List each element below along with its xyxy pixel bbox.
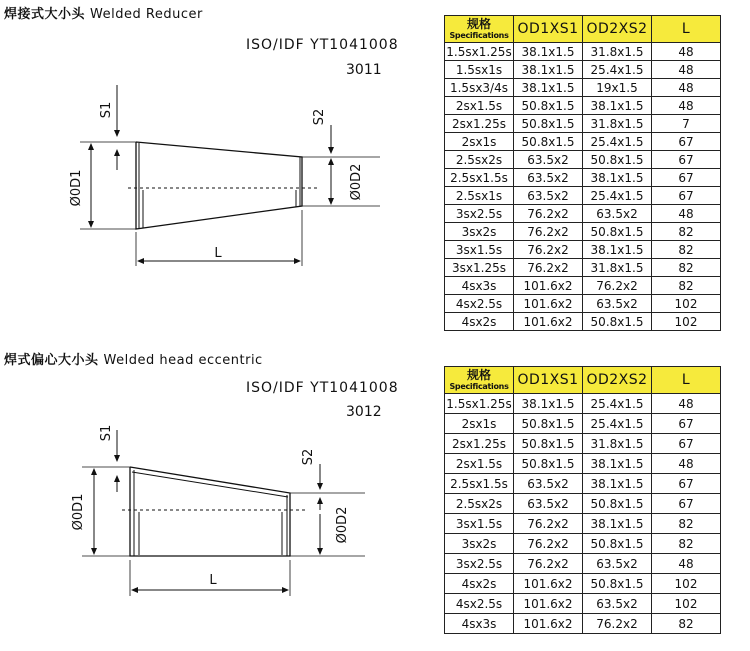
table-cell: 19x1.5	[583, 79, 652, 97]
table-cell: 48	[652, 454, 721, 474]
section1-code: 3011	[346, 62, 382, 78]
table-cell: 38.1x1.5	[514, 61, 583, 79]
table-cell: 50.8x1.5	[583, 313, 652, 331]
table-row	[445, 554, 721, 574]
table-cell: 67	[652, 474, 721, 494]
table-cell: 4sx2.5s	[445, 295, 514, 313]
section2-header-spec-cn: 规格	[466, 367, 491, 382]
table-row	[445, 277, 721, 295]
table-cell: 76.2x2	[514, 534, 583, 554]
table-row	[445, 97, 721, 115]
table-cell: 63.5x2	[514, 187, 583, 205]
table-row	[445, 474, 721, 494]
section1-label-s2: S2	[312, 108, 327, 126]
table-cell: 67	[652, 414, 721, 434]
table-cell: 50.8x1.5	[514, 414, 583, 434]
table-cell: 102	[652, 313, 721, 331]
table-cell: 2.5sx2s	[445, 494, 514, 514]
table-row	[445, 43, 721, 61]
table-cell: 2sx1s	[445, 133, 514, 151]
section1-header-l: L	[652, 16, 721, 43]
table-cell: 76.2x2	[514, 223, 583, 241]
table-cell: 3sx2s	[445, 223, 514, 241]
table-cell: 31.8x1.5	[583, 43, 652, 61]
table-cell: 2.5sx1.5s	[445, 474, 514, 494]
table-cell: 4sx3s	[445, 614, 514, 634]
table-row	[445, 169, 721, 187]
table-cell: 38.1x1.5	[583, 169, 652, 187]
table-cell: 67	[652, 187, 721, 205]
table-cell: 2sx1.5s	[445, 454, 514, 474]
table-cell: 63.5x2	[583, 594, 652, 614]
table-cell: 82	[652, 277, 721, 295]
section1-label-od1: Ø0D1	[69, 169, 84, 207]
section1-label-l: L	[214, 246, 222, 261]
table-cell: 50.8x1.5	[514, 115, 583, 133]
section2-header-od1xs1: OD1XS1	[514, 367, 583, 394]
table-cell: 76.2x2	[514, 259, 583, 277]
table-cell: 50.8x1.5	[583, 494, 652, 514]
table-cell: 4sx2.5s	[445, 594, 514, 614]
table-cell: 2sx1s	[445, 414, 514, 434]
table-cell: 63.5x2	[514, 151, 583, 169]
section2-header-l: L	[652, 367, 721, 394]
section2-table	[444, 366, 721, 634]
table-cell: 1.5sx1.25s	[445, 394, 514, 414]
table-row	[445, 434, 721, 454]
table-row	[445, 614, 721, 634]
table-cell: 1.5sx1.25s	[446, 44, 512, 59]
table-cell: 38.1x1.5	[583, 97, 652, 115]
section2-label-s1: S1	[99, 424, 114, 442]
table-cell: 7	[652, 115, 721, 133]
table-cell: 76.2x2	[514, 514, 583, 534]
section2-standard: ISO/IDF YT1041008	[246, 380, 399, 396]
table-cell: 38.1x1.5	[583, 454, 652, 474]
table-cell: 4sx2s	[445, 313, 514, 331]
table-cell: 67	[652, 151, 721, 169]
section1-table	[444, 15, 721, 331]
table-cell: 50.8x1.5	[514, 454, 583, 474]
table-cell: 63.5x2	[514, 494, 583, 514]
table-cell: 48	[652, 205, 721, 223]
table-cell: 2.5sx1.5s	[445, 169, 514, 187]
table-row	[445, 79, 721, 97]
table-cell: 102	[652, 295, 721, 313]
table-cell: 63.5x2	[514, 474, 583, 494]
table-cell: 25.4x1.5	[583, 133, 652, 151]
table-cell: 101.6x2	[514, 313, 583, 331]
table-row	[445, 414, 721, 434]
section2-header-spec-en: Specifications	[449, 381, 509, 391]
table-row	[445, 259, 721, 277]
table-cell: 38.1x1.5	[514, 43, 583, 61]
table-cell: 48	[652, 79, 721, 97]
table-cell: 102	[652, 574, 721, 594]
table-cell: 82	[652, 241, 721, 259]
table-cell: 25.4x1.5	[583, 61, 652, 79]
table-cell: 1.5sx3/4s	[445, 79, 514, 97]
table-cell: 25.4x1.5	[583, 414, 652, 434]
section1-label-od2: Ø0D2	[349, 163, 364, 201]
table-cell: 38.1x1.5	[514, 394, 583, 414]
table-cell: 101.6x2	[514, 574, 583, 594]
table-cell: 38.1x1.5	[583, 514, 652, 534]
section1-header-spec-en: Specifications	[449, 30, 509, 40]
section2-label-od2: Ø0D2	[335, 506, 350, 544]
table-cell: 3sx1.5s	[445, 241, 514, 259]
table-cell: 3sx1.25s	[445, 259, 514, 277]
table-cell: 50.8x1.5	[514, 133, 583, 151]
section2-table-body	[445, 394, 721, 634]
table-row	[445, 534, 721, 554]
table-cell: 31.8x1.5	[583, 434, 652, 454]
section2-label-s2: S2	[301, 448, 316, 466]
table-cell: 48	[652, 394, 721, 414]
table-cell: 82	[652, 514, 721, 534]
table-cell: 63.5x2	[583, 205, 652, 223]
table-cell: 102	[652, 594, 721, 614]
table-cell: 3sx2.5s	[445, 205, 514, 223]
table-row	[445, 494, 721, 514]
section2-title-cn: 焊式偏心大小头	[4, 353, 99, 368]
table-cell: 101.6x2	[514, 594, 583, 614]
table-cell: 50.8x1.5	[583, 534, 652, 554]
table-cell: 76.2x2	[514, 205, 583, 223]
section1-header-spec	[445, 16, 514, 43]
table-cell: 101.6x2	[514, 295, 583, 313]
table-cell: 76.2x2	[514, 554, 583, 574]
table-cell: 50.8x1.5	[583, 223, 652, 241]
table-cell: 76.2x2	[583, 277, 652, 295]
table-cell: 82	[652, 534, 721, 554]
section1-header-od2xs2: OD2XS2	[583, 16, 652, 43]
table-cell: 1.5sx1s	[445, 61, 514, 79]
section2-label-l: L	[209, 573, 217, 588]
table-row	[445, 115, 721, 133]
table-row	[445, 313, 721, 331]
table-cell: 82	[652, 259, 721, 277]
section1-table-body	[445, 43, 721, 331]
table-cell: 50.8x1.5	[583, 574, 652, 594]
table-row	[445, 61, 721, 79]
table-cell: 76.2x2	[514, 241, 583, 259]
table-row	[445, 454, 721, 474]
table-row	[445, 187, 721, 205]
section1-title-cn: 焊接式大小头	[4, 7, 86, 22]
table-cell: 4sx2s	[445, 574, 514, 594]
table-cell: 82	[652, 614, 721, 634]
table-row	[445, 295, 721, 313]
table-cell: 50.8x1.5	[514, 434, 583, 454]
table-cell: 48	[652, 554, 721, 574]
table-cell: 38.1x1.5	[583, 241, 652, 259]
table-cell: 63.5x2	[583, 554, 652, 574]
table-cell: 50.8x1.5	[583, 151, 652, 169]
table-cell: 67	[652, 434, 721, 454]
table-cell: 101.6x2	[514, 277, 583, 295]
section1-header-od1xs1: OD1XS1	[514, 16, 583, 43]
table-cell: 38.1x1.5	[583, 474, 652, 494]
section1-standard: ISO/IDF YT1041008	[246, 37, 399, 53]
table-cell: 4sx3s	[445, 277, 514, 295]
table-cell: 2sx1.5s	[445, 97, 514, 115]
section2-label-od1: Ø0D1	[71, 493, 86, 531]
table-cell: 67	[652, 169, 721, 187]
table-row	[445, 394, 721, 414]
table-cell: 67	[652, 133, 721, 151]
section1-header-spec-cn: 规格	[466, 16, 491, 31]
section1-title-en: Welded Reducer	[90, 7, 203, 22]
table-cell: 31.8x1.5	[583, 115, 652, 133]
table-cell: 2sx1.25s	[445, 434, 514, 454]
table-cell: 76.2x2	[583, 614, 652, 634]
section2-title-en: Welded head eccentric	[103, 353, 263, 368]
section2-table-header	[445, 367, 721, 394]
table-cell: 82	[652, 223, 721, 241]
table-cell: 3sx2s	[445, 534, 514, 554]
section2-header-spec	[445, 367, 514, 394]
table-cell: 63.5x2	[583, 295, 652, 313]
table-cell: 63.5x2	[514, 169, 583, 187]
table-cell: 48	[652, 43, 721, 61]
table-cell: 50.8x1.5	[514, 97, 583, 115]
table-cell: 67	[652, 494, 721, 514]
table-cell: 25.4x1.5	[583, 187, 652, 205]
section2-header-od2xs2: OD2XS2	[583, 367, 652, 394]
section2-code: 3012	[346, 404, 382, 420]
table-cell: 2sx1.25s	[445, 115, 514, 133]
table-row	[445, 594, 721, 614]
table-cell: 38.1x1.5	[514, 79, 583, 97]
table-cell: 3sx1.5s	[445, 514, 514, 534]
table-cell: 48	[652, 97, 721, 115]
table-row	[445, 223, 721, 241]
table-cell: 2.5sx1s	[445, 187, 514, 205]
table-row	[445, 241, 721, 259]
table-cell: 101.6x2	[514, 614, 583, 634]
table-row	[445, 205, 721, 223]
table-row	[445, 514, 721, 534]
table-cell: 48	[652, 61, 721, 79]
table-row	[445, 574, 721, 594]
section1-table-header	[445, 16, 721, 43]
table-row	[445, 151, 721, 169]
table-cell: 25.4x1.5	[583, 394, 652, 414]
section1-label-s1: S1	[99, 101, 114, 119]
table-cell: 2.5sx2s	[445, 151, 514, 169]
table-cell: 31.8x1.5	[583, 259, 652, 277]
table-row	[445, 133, 721, 151]
table-cell: 3sx2.5s	[445, 554, 514, 574]
